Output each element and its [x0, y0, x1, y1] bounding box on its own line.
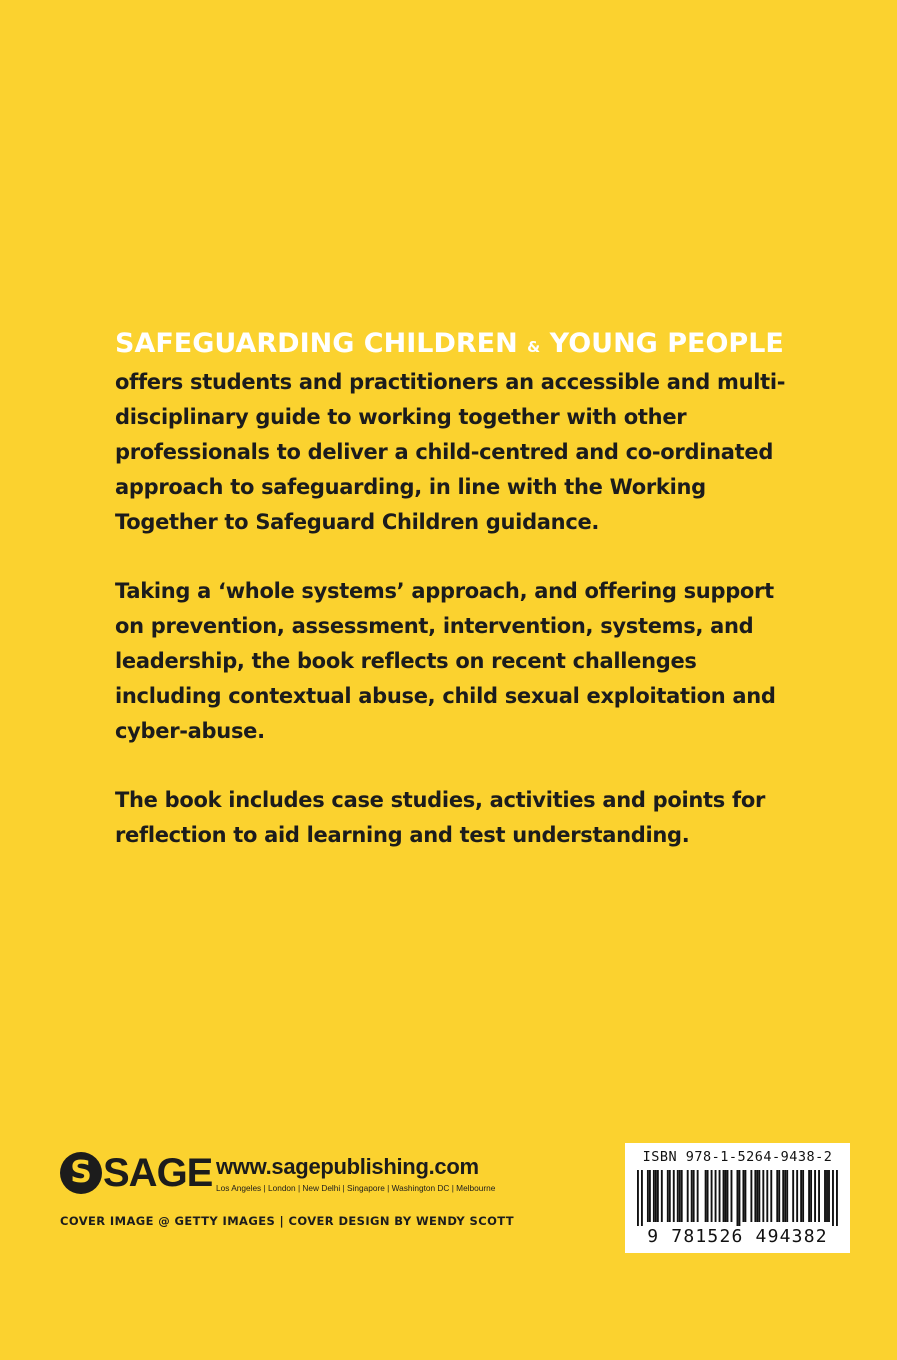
barcode-bar — [756, 1170, 758, 1222]
barcode-bar — [673, 1170, 675, 1222]
barcode-bar — [824, 1170, 826, 1222]
barcode-bar — [691, 1170, 693, 1222]
barcode-bar — [742, 1170, 744, 1222]
barcode-bar — [657, 1170, 659, 1222]
barcode-digits: 9 781526 494382 — [647, 1226, 828, 1247]
barcode-bar — [707, 1170, 709, 1222]
sage-logo-icon: S — [60, 1152, 102, 1194]
barcode-bar — [826, 1170, 828, 1222]
barcode-bar — [766, 1170, 768, 1222]
barcode-bar — [739, 1170, 741, 1226]
barcode-bar — [655, 1170, 657, 1222]
barcode-bar — [649, 1170, 651, 1222]
barcode-bars — [637, 1170, 838, 1226]
barcode-bar — [782, 1170, 784, 1222]
barcode-bar — [802, 1170, 804, 1222]
barcode-bar — [778, 1170, 780, 1222]
barcode-bar — [818, 1170, 820, 1222]
barcode-bar — [792, 1170, 794, 1222]
barcode-bar — [719, 1170, 721, 1222]
barcode-bar — [725, 1170, 727, 1222]
barcode-bar — [705, 1170, 707, 1222]
barcode-bar — [754, 1170, 756, 1222]
book-title-ampersand: & — [527, 338, 541, 356]
barcode-bar — [814, 1170, 816, 1222]
barcode-bar — [677, 1170, 679, 1222]
isbn-barcode — [625, 1143, 850, 1253]
barcode-bar — [715, 1170, 717, 1222]
cover-credits: COVER IMAGE @ GETTY IMAGES | COVER DESIGN BY WENDY SCOTT — [60, 1214, 515, 1228]
barcode-bar — [637, 1170, 639, 1226]
barcode-bar — [800, 1170, 802, 1222]
publisher-url: www.sagepublishing.com — [216, 1154, 479, 1179]
barcode-bar — [810, 1170, 812, 1222]
publisher-block — [60, 1152, 520, 1200]
publisher-cities: Los Angeles | London | New Delhi | Singapore | Washington DC | Melbourne — [216, 1183, 496, 1193]
blurb-paragraph-3: The book includes case studies, activities and points for reflection to aid learning and test understanding. — [115, 788, 766, 847]
barcode-bar — [641, 1170, 643, 1226]
barcode-bar — [731, 1170, 733, 1222]
barcode-bar — [744, 1170, 746, 1222]
barcode-bar — [727, 1170, 729, 1222]
barcode-bar — [828, 1170, 830, 1222]
barcode-bar — [647, 1170, 649, 1222]
barcode-bar — [776, 1170, 778, 1222]
barcode-bar — [770, 1170, 772, 1222]
barcode-bar — [796, 1170, 798, 1222]
book-title — [115, 328, 784, 359]
barcode-bar — [758, 1170, 760, 1222]
barcode-bar — [653, 1170, 655, 1222]
blurb-text — [115, 326, 805, 887]
blurb-paragraph-1-text: offers students and practitioners an accessible and multi-disciplinary guide to working together with other professionals to deliver a child-centred and co-ordinated approach to safeguarding, in line with the Working Together to Safeguard Children guidance. — [115, 370, 786, 534]
barcode-bar — [679, 1170, 681, 1222]
barcode-bar — [808, 1170, 810, 1222]
barcode-bar — [687, 1170, 689, 1222]
barcode-bar — [693, 1170, 695, 1222]
barcode-bar — [762, 1170, 764, 1222]
barcode-bar — [750, 1170, 752, 1222]
book-title-part-1: SAFEGUARDING CHILDREN — [115, 328, 518, 359]
barcode-bar — [832, 1170, 834, 1226]
barcode-bar — [697, 1170, 699, 1222]
barcode-bar — [711, 1170, 713, 1222]
barcode-bar — [661, 1170, 663, 1222]
barcode-bar — [786, 1170, 788, 1222]
barcode-bar — [723, 1170, 725, 1222]
blurb-paragraph-2: Taking a ‘whole systems’ approach, and offering support on prevention, assessment, intervention, systems, and leadership, the book reflects on recent challenges including contextual abuse, child sexual exploitation and cyber-abuse. — [115, 579, 776, 743]
barcode-bar — [737, 1170, 739, 1226]
book-title-part-2: YOUNG PEOPLE — [549, 328, 784, 359]
barcode-bar — [669, 1170, 671, 1222]
barcode-bar — [836, 1170, 838, 1226]
sage-logo — [60, 1152, 212, 1194]
barcode-bar — [784, 1170, 786, 1222]
sage-logo-word: SAGE — [103, 1151, 213, 1195]
blurb-paragraph-1 — [115, 326, 805, 540]
isbn-label: ISBN 978-1-5264-9438-2 — [642, 1149, 833, 1165]
barcode-bar — [681, 1170, 683, 1222]
barcode-bar — [667, 1170, 669, 1222]
